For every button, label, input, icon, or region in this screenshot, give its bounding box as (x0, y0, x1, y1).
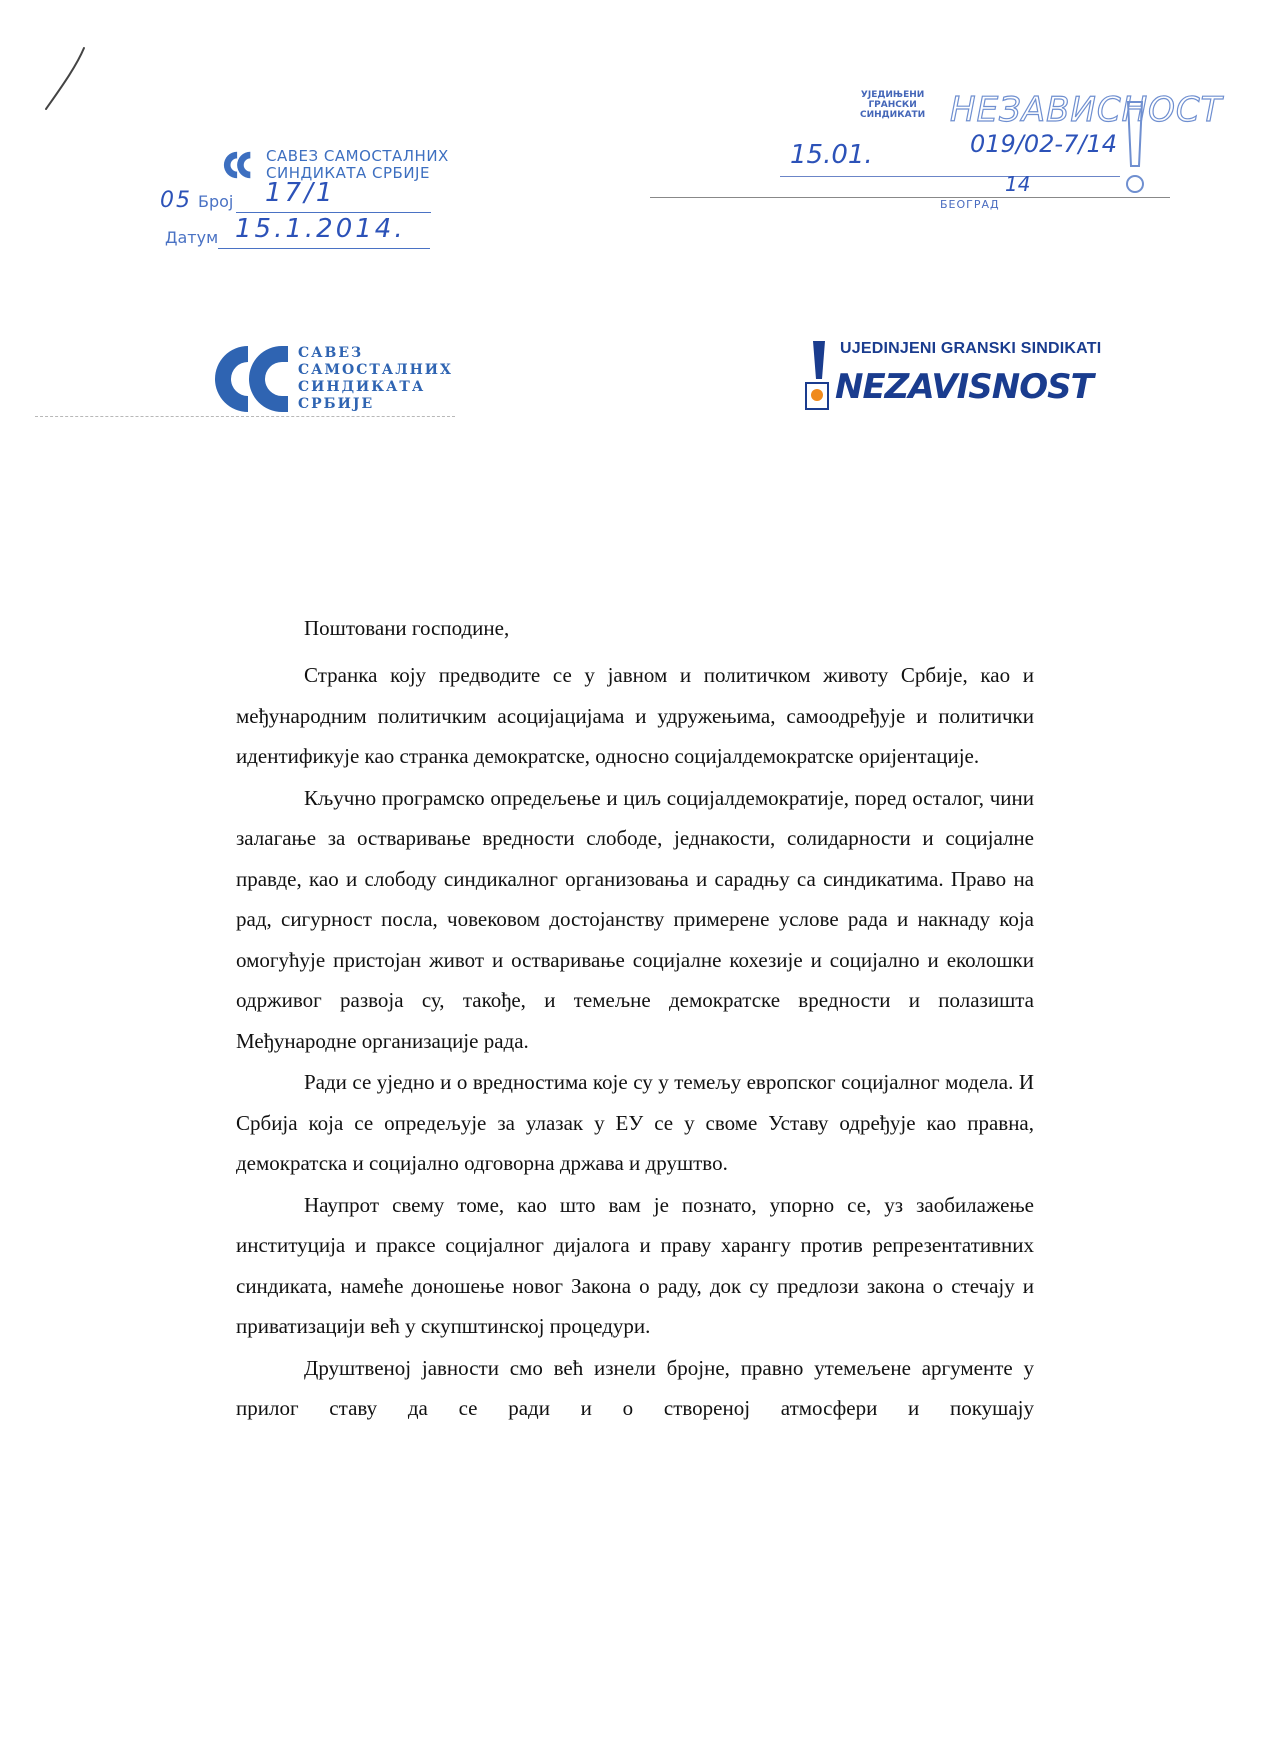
stamp-left-org-line-1: САВЕЗ САМОСТАЛНИХ (266, 147, 449, 165)
stamp-right-year: 14 (1005, 172, 1031, 196)
letter-paragraph-2: Кључно програмско опредељење и циљ социјалдемократије, поред осталог, чини залагање за остваривање вредности слободе, једнакости, солидарности и социјалне правде, као и слободу синдикалног организовања и сарадњу са синдикатима. Право на рад, сигурност посла, човековом достојанству примерене услове рада и накнаду која омогућује пристојан живот и остваривање социјалне кохезије и социјално и еколошки одрживог развоја су, такође, и темељне демократске вредности и полазишта Међународне организације рада. (236, 785, 1034, 1053)
stamp-left-date-value: 15.1.2014. (235, 214, 406, 244)
letterhead-sss-logo (210, 342, 453, 416)
letterhead-right-top: UJEDINJENI GRANSKI SINDIKATI (840, 340, 1102, 357)
stamp-left-date-label: Датум (165, 228, 219, 247)
stamp-left-date-line (218, 248, 430, 249)
nezavisnost-exclamation-icon (805, 341, 831, 411)
letter-body (236, 616, 1034, 1429)
letterhead-right-brand: NEZAVISNOST (835, 367, 1093, 407)
letterhead-org-line-2: САМОСТАЛНИХ (298, 362, 453, 378)
stamp-right-org-line-3: СИНДИКАТИ (860, 110, 926, 120)
stamp-right-received-date: 15.01. (790, 140, 873, 170)
registration-stamp-left (160, 140, 480, 280)
stamp-right-org (860, 90, 925, 120)
stamp-left-number-prefix: 05 (160, 188, 192, 213)
letter-paragraph-3: Ради се уједно и о вредностима које су у темељу европског социјалног модела. И Србија која се опредељује за улазак у ЕУ се у своме Уставу одређује као правна, демократска и социјално одговорна држава и друштво. (236, 1070, 1034, 1175)
letterhead-divider (35, 416, 455, 417)
stamp-right-org-line-2: ГРАНСКИ (868, 100, 917, 110)
letter-greeting: Поштовани господине, (304, 616, 510, 640)
stamp-left-number-value: 17/1 (265, 178, 336, 208)
letterhead-org-line-3: СИНДИКАТА (298, 379, 426, 395)
stamp-right-brand: НЕЗАВИСНОСТ (950, 90, 1223, 130)
stamp-left-number-label: Број (198, 192, 234, 211)
letter-paragraph-1: Странка коју предводите се у јавном и политичком животу Србије, као и међународним политичким асоцијацијама и удружењима, самоодређује и политички идентификује као странка демократске, односно социјалдемократске оријентације. (236, 663, 1034, 768)
stamp-right-city: БЕОГРАД (940, 198, 1000, 211)
stamp-right-number-line (780, 176, 1120, 177)
receipt-stamp-right (790, 80, 1223, 215)
stamp-left-number-line (236, 212, 431, 213)
stamp-right-number: 019/02-7/14 (970, 130, 1117, 158)
letterhead-org-line-1: САВЕЗ (298, 345, 364, 361)
stamp-left-org-line-2: СИНДИКАТА СРБИЈЕ (266, 164, 430, 182)
stamp-left-logo (220, 148, 449, 182)
letterhead-org-line-4: СРБИЈЕ (298, 396, 375, 412)
letter-paragraph-4: Наупрот свему томе, као што вам је познато, упорно се, уз заобилажење институција и праксе социјалног дијалога и праву харангу против репрезентативних синдиката, намеће доношење новог Закона о раду, док су предлози закона о стечају и приватизацији већ у скупштинској процедури. (236, 1192, 1034, 1338)
exclamation-mark-icon (1122, 98, 1148, 198)
stamp-right-base-line (650, 197, 1170, 198)
stamp-right-org-line-1: УЈЕДИЊЕНИ (860, 90, 925, 100)
sss-cc-logo-icon (210, 342, 292, 416)
sss-logo-icon (220, 148, 258, 182)
letter-paragraph-5: Друштвеној јавности смо већ изнели бројне, правно утемељене аргументе у прилог ставу да се ради и о створеној атмосфери и покушају (236, 1355, 1034, 1420)
pen-mark (40, 45, 90, 115)
